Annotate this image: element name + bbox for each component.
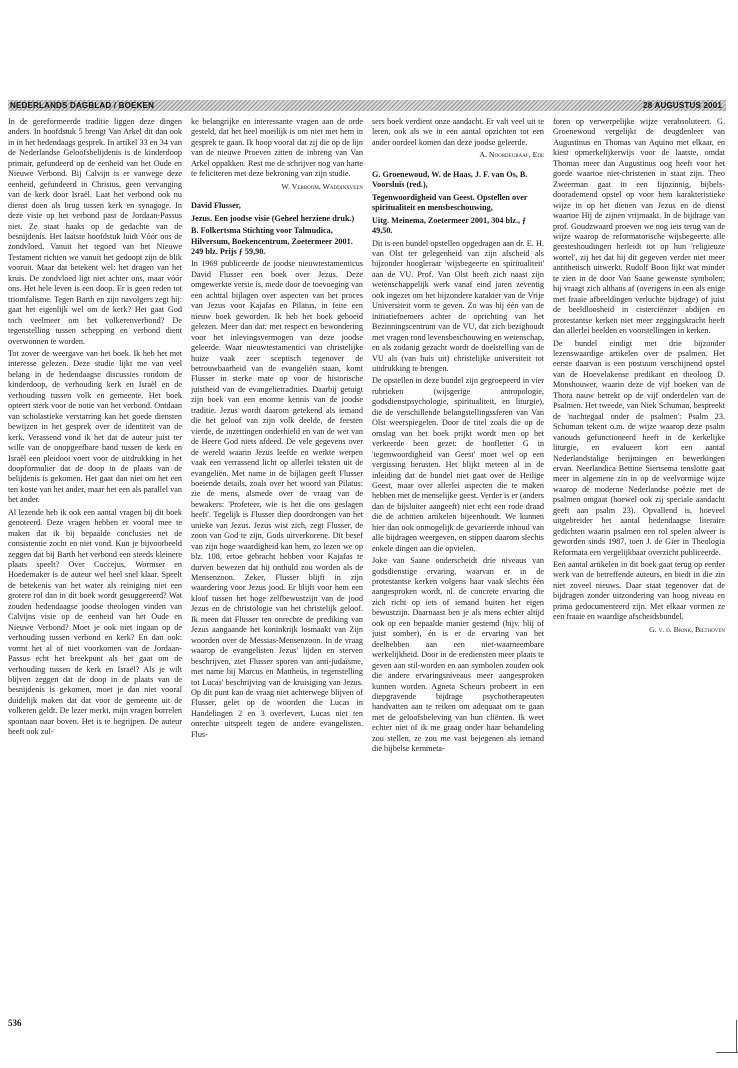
paragraph: De bundel eindigt met drie bijzonder lezenswaardige artikelen over de psalmen. Het eerste daarvan is een postuum verschijnend opstel van de Hoevelakense predikant en theoloog D. Monshouwer, waarin deze de vijf boeken van de Thora nauw betrekt op de vijf onderdelen van de Psalmen. Het tweede, van Niek Schuman, bespreekt de 'nachtegaal onder de psalmen': Psalm 23. Schuman tekent o.m. de wijze waarop deze psalm vanouds gefunctioneerd heeft in de kerkelijke liturgie, en evalueert kort een aantal Nederlandstalige berijmingen en bewerkingen ervan. Neerlandica Bettine Siertsema tenslotte gaat meer in algemene zin in op de veelvormige wijze waarop de moderne Nederlandse poëzie met de psalmen omgaat (hoewel ook zij speciale aandacht geeft aan psalm 23). Opvallend is, hoeveel uitgebreider het aantal hedendaagse literaire gedichten waarin psalmen een rol spelen alweer is geworden sinds 1987, toen J. de Gier in Theologia Reformata een vergelijkbaar overzicht publiceerde.	[553, 338, 725, 557]
column-4	[553, 117, 725, 1017]
paragraph: Al lezende heb ik ook een aantal vragen bij dit boek genoteerd. Deze vragen hebben er vooral mee te maken dat ik bij bepaalde conclusies net de consistentie zocht en niet vond. Kun je bijvoorbeeld zeggen dat bij Barth het verbond een steeds kleinere plaats speelt? Over Coccejus, Wormser en Hoedemaker is de auteur wel heel snel klaar. Speelt de betekenis van het water als reiniging niet een grotere rol dan in dit boek wordt gesuggereerd? Wat zouden hedendaagse joodse theologen vinden van Calvijns visie op de eenheid van het Oude en Nieuwe Verbond? Moet je ook niet ingaan op de verhouding tussen verbond en kerk? En dan ook: vormt het al of niet voorkomen van de Jordaan-Passus echt het breekpunt als het gaat om de verhouding tussen de kerk en Israël? Als je wilt blijven zeggen dat de doop in de plaats van de besnijdenis is gekomen, moet je dan niet vooral duidelijk maken dat dat voor de gemeente uit de volkeren geldt. De lezer merkt, mijn vragen borrelen spontaan naar boven. Het is te begrijpen. De auteur heeft ook zul-	[8, 507, 182, 737]
book-publisher: Uitg. Meinema, Zoetermeer 2001, 304 blz., ƒ 49,50.	[372, 215, 527, 236]
paragraph: De opstellen in deze bundel zijn gegroepeerd in vier rubrieken (wijsgerige antropologie, godsdienstpsychologie, spiritualiteit, en liturgie), die de verschillende belangstellingssferen van Van Olst weerspiegelen. Door de titel zoals die op de omslag van het boek prijkt wordt men op het verkeerde been gezet: de hoofletter G in 'tegenwoordigheid van Geest' moet wel op een vergissing berusten. Het blijkt meteen al in de inleiding dat de bundel niet gaat over de Heilige Geest, maar over allerlei aspecten die te maken hebben met de menselijke geest. Verder is er (anders dan de bijsluiter aangeeft) niet echt een rode draad die de achttien artikelen bijeenhoudt. We kunnen hier dan ook onmogelijk de gevarieerde inhoud van alle bijdragen weergeven, en stippen daarom slechts enkele dingen aan die opvielen.	[372, 376, 544, 553]
crop-mark	[736, 1020, 737, 1053]
paragraph: Een aantal artikelen in dit boek gaat terug op eerder werk van de betreffende auteurs, en biedt in die zin niet zoveel nieuws. Daar staat tegenover dat de bijdragen zonder uitzondering van hoog niveau en prima gedocumenteerd zijn. Met elkaar vormen ze een fraaie en waardige afscheidsbundel.	[553, 560, 725, 622]
paragraph: foren op verwerpelijke wijze verabsoluteert. G. Groenewoud vergelijkt de deugdenleer van Augustinus en Thomas van Aquino met elkaar, en kiest opmerkelijkerwijs voor de laatste, omdat Thomas meer dan Augustinus oog heeft voor het goede waartoe niet-christenen in staat zijn. Theo Zweerman gaat in een fijnzinnig, bijbels-doorademend opstel op voor hem karakteristieke wijze in op het dienen van Jezus en de dienst waartoe Hij de zijnen vrijmaakt. In de bijdrage van prof. Goudzwaard proeven we nog iets terug van de wijze waarop de reformatorische wijsbegeerte alle geesteshoudingen herleidt tot op hun 'religieuze wortel', zij het dat hij dit gegeven verder niet meer antithetisch uitwerkt. Rudolf Boon lijkt wat minder te zien in de door Van Saane gewenste symbolen; hij vraagt zich althans af (overigens in een als enige met fraaie afbeeldingen verluchte bijdrage) of juist de beeldloosheid in cisterciënzer abdijen en protestantse kerken niet meer zeggingskracht heeft dan allerlei beelden en voorstellingen in kerken.	[553, 117, 725, 336]
book-publisher: B. Folkertsma Stichting voor Talmudica, Hilversum, Boekencentrum, Zoetermeer 2001. 249 blz. Prijs ƒ 59,90.	[191, 226, 353, 256]
paragraph: Joke van Saane onderscheidt drie niveaus van godsdienstige ervaring, waarvan er in de protestantse kerken volgens haar vaak slechts één aangesproken wordt, nl. de concrete ervaring die zich richt op iets of iemand buiten het eigen bewustzijn. Daarnaast ben je als mens echter altijd ook op een bepaalde manier gestemd (bijv. blij of juist somber), én is er de ervaring van het deelhebben aan een niet-waarneembare werkelijkheid. Door in de erediensten meer plaats te geven aan stil-worden en aan symbolen zouden ook die andere ervaringsniveaus meer aangesproken kunnen worden. Agneta Scheurs probeert in een diepgravende bijdrage psychotherapeuten handvatten aan te reiken om adequaat om te gaan met de geloofsbeleving van hun cliënten. Ik weet echter niet of ik me graag onder haar behandeling zou stellen, ze zou me vast bejegenen als iemand die bijbelse kernmeta-	[372, 556, 544, 754]
paragraph: ke belangrijke en interessante vragen aan de orde gesteld, dat het heel moeilijk is om niet met hem in gesprek te gaan. Ik hoop vooral dat zij die op de lijn van de nieuwe Proeven zitten de inbreng van Van Arkel oppakken. Rest me de schrijver nog van harte te feliciteren met deze bekroning van zijn studie.	[191, 117, 363, 179]
page-header-bar	[8, 100, 726, 111]
page-number: 536	[8, 1018, 22, 1028]
column-3	[372, 117, 544, 1017]
header-date: 28 AUGUSTUS 2001	[643, 101, 722, 110]
book-title: Tegenwoordigheid van Geest. Opstellen over spiritualiteit en mensbeschouwing,	[372, 192, 528, 213]
header-section-title: NEDERLANDS DAGBLAD / BOEKEN	[10, 101, 155, 110]
paragraph: Dit is een bundel opstellen opgedragen aan dr. E. H. van Olst ter gelegenheid van zijn afscheid als bijzonder hoogleraar 'wijsbegeerte en spiritualiteit' aan de VU. Prof. Van Olst heeft zich naast zijn wetenschappelijk werk vanaf eind jaren zeventig ook ingezet om het bijzondere karakter van de Vrije Universiteit vorm te geven. Zo was hij één van de initiatiefnemers achter de oprichting van het Bezinningscentrum van de VU, dat zich bezighoudt met vragen rond levensbeschouwing en wetenschap, en als zodanig gezacht wordt de doelstelling van de VU als (van huis uit) christelijke universiteit tot uitdrukking te brengen.	[372, 238, 544, 373]
paragraph: In 1969 publiceerde de joodse nieuwtestamenticus David Flusser een boek over Jezus. Deze omgewerkte versie is, mede door de toevoeging van een achttal bijlagen over aspecten van het proces van Jezus voor Kajafas en Pilatus, in feite een nieuw boek geworden. Ik heb het boek geboeid gelezen. Meer dan dat: met respect en bewondering voor het inlevingsvermogen van deze joodse geleerde. Waar nieuwtestamentici van christelijke huize vaak zeer sceptisch tegenover de betrouwbaarheid van de evangeliën staan, komt Flusser in sterke mate op voor de historische juistheid van de evangelietradities. Daarbij getuigt zijn boek van een enorme kennis van de joodse traditie. Jezus wordt daarom getekend als iemand die het geloof van zijn volk deelde, de feesten vierde, de inzettingen onderhield en van de wet van de Heere God niets afdeed. De vele gegevens over de wereld waarin Jezus leefde en werkte werpen vaak een verrassend licht op allerlei teksten uit de evangeliën. Met name in de bijlagen geeft Flusser boeiende details, zoals over het woord van Pilatus: zie de mens, alsmede over de vraag van de bewakers: 'Profeteer, wie is het die ons geslagen heeft'. Tegelijk is Flusser diep doordrongen van het unieke van Jezus. Jezus wist zich, zegt Flusser, de zoon van God te zijn, Gods uitverkorene. Dit besef van zijn hoge waardigheid kan hem, zo lezen we op blz. 108, ertoe gebracht hebben voor Kajafas te durven bewezen dat hij onthuld zou worden als de Mensenzoon. Zeker, Flusser blijft in zijn waardering voor Jezus jood. Er blijft voor hem een kloof tussen het hoge zelfbewustzijn van de jood Jezus en de christologie van het christelijk geloof. Ik meen dat Flusser ten onrechte de prediking van Jezus aangaande het koninkrijk losmaakt van Zijn woorden over de Messias-Mensenzoon. In de vraag waarop de evangelisten Jezus' lijden en sterven beschrijven, ziet Flusser sporen van anti-judaïsme, met name bij Marcus en Mattheüs, in tegenstelling tot Lucas' beschrijving van de kruisiging van Jezus. Op dit punt kan de vraag niet achterwege blijven of Flusser, gelet op de woorden die Lucas in Handelingen 2 en 3 overlevert, Lucas niet ten onrechte uitspeelt tegen de andere evangelisten. Flus-	[191, 259, 363, 739]
column-2	[191, 117, 363, 1017]
review-signature: W. Verboom, Waddinxveen	[281, 181, 363, 191]
book-title: Jezus. Een joodse visie (Geheel herziene druk.)	[191, 213, 355, 223]
paragraph: sers boek verdient onze aandacht. Er valt veel uit te leren, ook als we in een aantal opzichten tot een ander oordeel komen dan deze joodse geleerde.	[372, 117, 544, 147]
paragraph: In de gereformeerde traditie liggen deze dingen anders. In hoofdstuk 5 brengt Van Arkel dit dan ook in in het hedendaags gesprek. In artikel 33 en 34 van de Nederlandse Geloofsbelijdenis is de kinderdoop primair, gefundeerd op de eenheid van het Oude en Nieuwe Verbond. Bij Calvijn is er vanwege deze eenheid, gefundeerd in Christus, geen vervanging van de kerk door Israël. Laat het verbond ook nu dienst doen als brug tussen kerk en synagoge. In deze visie op het verbond past de Jordaan-Passus niet. Ze staat haaks op de gedachte van de besnijdenis. Het laatste hoofdstuk luidt Vóór ons de zondvloed. Vanuit het tegoed van het Nieuwe Testament richten we vanuit het gedoopt zijn de blik vooruit. Maar dat betekent wel: het dragen van het kruis. De zondvloed ligt niet achter ons, maar vóór ons. Het hele leven is een doop. Er is geen reden tot triomfalisme. Tegen Barth en zijn navolgers zegt hij: gaat het eigenlijk wel om de kerk? Het gaat God toch veelmeer om het volkerenverbond? De tegenstelling tussen schepping en verbond dient overwonnen te worden.	[8, 117, 182, 346]
crop-mark	[716, 1052, 738, 1053]
review-signature: A. Noordegraaf, Ede	[479, 150, 544, 160]
review-signature: G. v. d. Brink, Bilthoven	[649, 624, 725, 634]
book-author: David Flusser,	[191, 201, 241, 211]
book-author: G. Groenewoud, W. de Haas, J. F. van Os, B. Voorsluis (red.),	[372, 169, 528, 190]
column-1	[8, 117, 182, 1017]
paragraph: Tot zover de weergave van het boek. Ik heb het met interesse gelezen. Deze studie lijkt me van veel belang in de hedendaagse discussies rondom de kinderdoop, de verhouding kerk en Israël en de verhouding tussen volk en gemeente. Het boek opteert sterk voor de notie van het verbond. Ontdaan van scholastieke verstarring kan het goede diensten bewijzen in het gesprek over de identiteit van de kerk. Verassend vond ik het dat de auteur juist ter wille van de onopgeefbare band tussen de kerk en Israël een pleidooi voert voor de uitdrukking in het doopformulier dat de doop in de plaats van de belijdenis is gekomen. Het gaat dan niet om het een ten koste van het ander, maar het een als parallel van het ander.	[8, 348, 182, 505]
